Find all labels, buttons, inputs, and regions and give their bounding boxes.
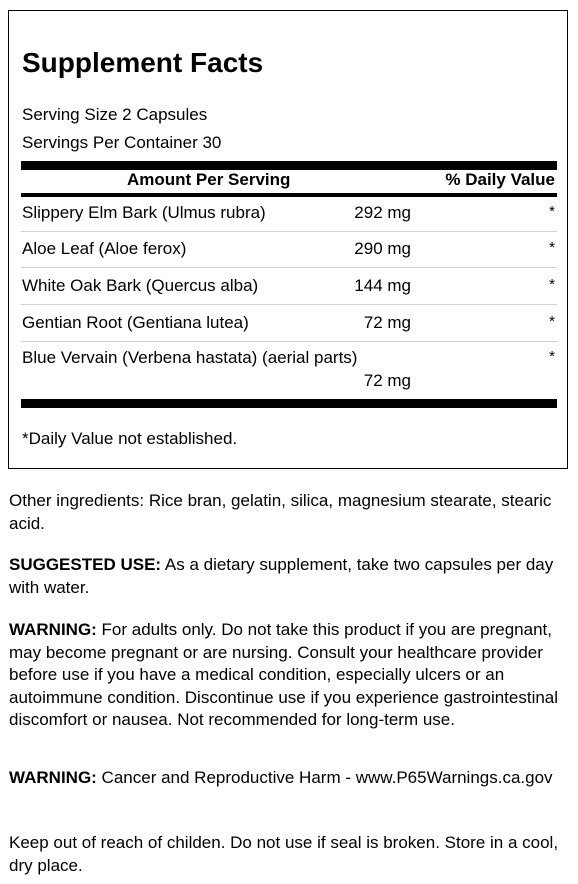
row-divider (21, 304, 557, 305)
warning-label: WARNING: (9, 620, 97, 639)
ingredient-amount: 290 mg (354, 239, 411, 258)
suggested-use-text: As a dietary supplement, take two capsules per day with water. (9, 555, 554, 597)
ingredient-amount: 72 mg (363, 371, 411, 390)
row-divider (21, 231, 557, 232)
storage-instructions: Keep out of reach of childen. Do not use if seal is broken. Store in a cool, dry place. (9, 833, 559, 875)
supplement-facts-panel (8, 10, 568, 469)
serving-size: Serving Size 2 Capsules (22, 105, 208, 124)
ingredient-name: White Oak Bark (Quercus alba) (22, 276, 259, 295)
facts-bottom-rule (21, 399, 557, 408)
ingredient-dv: * (549, 313, 555, 330)
facts-title: Supplement Facts (22, 47, 264, 78)
ingredient-name: Gentian Root (Gentiana lutea) (22, 313, 249, 332)
row-divider (21, 267, 557, 268)
warning-text: For adults only. Do not take this product if you are pregnant, may become pregnant or are nursing. Consult your healthcare provider before use if you have a medical condition, especially ulcers or an autoimmune condition. Discontinue use if you experience gastrointestinal discomfort or nausea. Not recommended for long-term use. (9, 620, 559, 729)
daily-value-footnote: *Daily Value not established. (22, 429, 238, 448)
warning-text: Cancer and Reproductive Harm - www.P65Warnings.ca.gov (96, 768, 553, 787)
amount-per-serving-header: Amount Per Serving (127, 170, 291, 189)
warning-label: WARNING: (9, 768, 97, 787)
ingredient-name: Blue Vervain (Verbena hastata) (aerial parts) (22, 348, 358, 367)
warning-prop65 (9, 767, 569, 790)
ingredient-dv: * (549, 239, 555, 256)
ingredient-dv: * (549, 276, 555, 293)
ingredient-amount: 72 mg (363, 313, 411, 332)
ingredient-name: Slippery Elm Bark (Ulmus rubra) (22, 203, 266, 222)
suggested-use-label: SUGGESTED USE: (9, 555, 162, 574)
row-divider (21, 341, 557, 342)
ingredient-dv: * (549, 203, 555, 220)
suggested-use (9, 554, 569, 599)
ingredient-name: Aloe Leaf (Aloe ferox) (22, 239, 187, 258)
daily-value-header: % Daily Value (445, 170, 555, 189)
header-bottom-rule (21, 193, 557, 197)
ingredient-dv: * (549, 348, 555, 365)
ingredient-amount: 292 mg (354, 203, 411, 222)
other-ingredients: Other ingredients: Rice bran, gelatin, silica, magnesium stearate, stearic acid. (9, 491, 552, 533)
ingredient-amount: 144 mg (354, 276, 411, 295)
header-top-rule (21, 161, 557, 170)
servings-per-container: Servings Per Container 30 (22, 133, 222, 152)
warning-general (9, 619, 569, 732)
